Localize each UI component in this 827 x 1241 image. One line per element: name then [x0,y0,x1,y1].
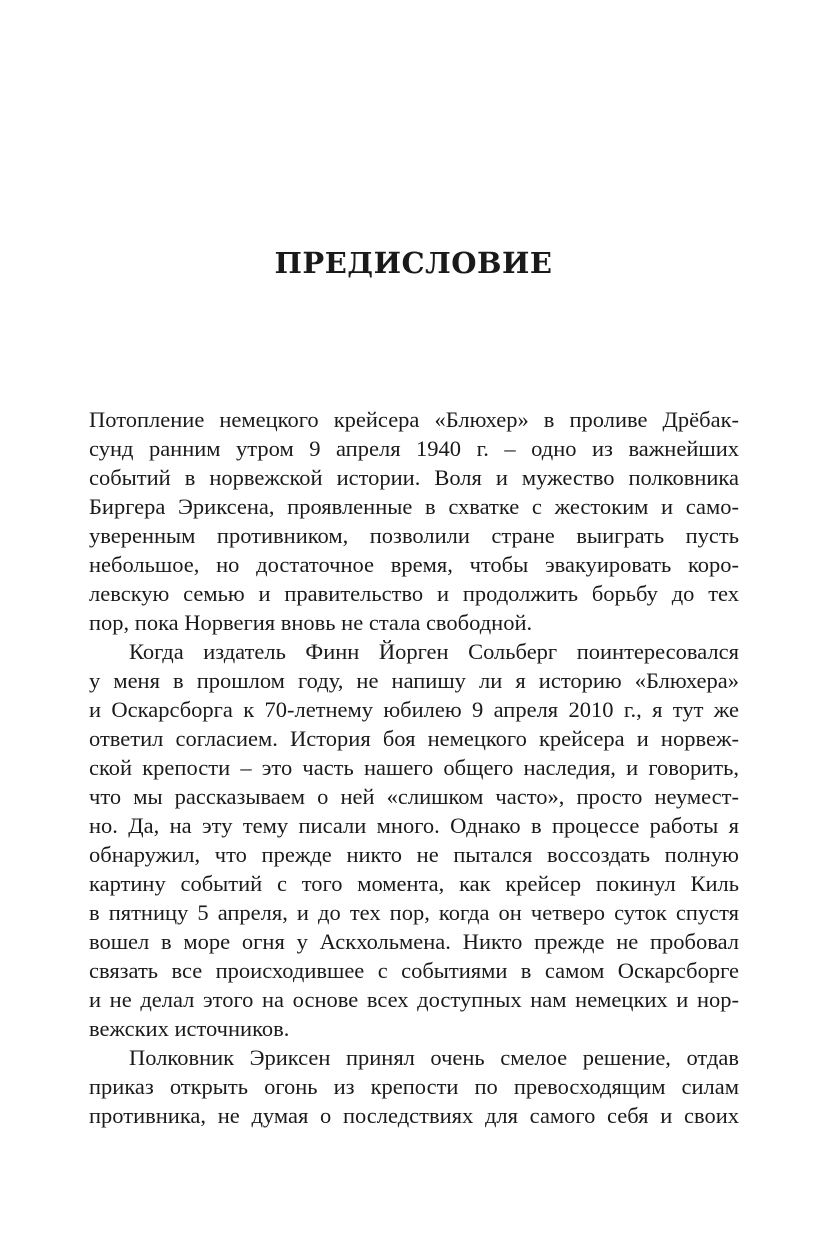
text-line: событий в норвежской истории. Воля и мужество полковника [89,465,739,490]
text-line: Когда издатель Финн Йорген Сольберг поинтересовался [129,639,739,664]
text-line: связать все происходившее с событиями в самом Оскарсборге [89,958,739,983]
text-line: пор, пока Норвегия вновь не стала свободной. [89,610,533,635]
text-line: Биргера Эриксена, проявленные в схватке с жестоким и само- [89,494,739,519]
body-text [89,405,739,1130]
text-line: небольшое, но достаточное время, чтобы эвакуировать коро- [89,552,739,577]
text-line: и не делал этого на основе всех доступных нам немецких и нор- [89,987,739,1012]
text-line: ответил согласием. История боя немецкого крейсера и норвеж- [89,726,739,751]
text-line: и Оскарсборга к 70-летнему юбилею 9 апреля 2010 г., я тут же [89,697,739,722]
text-line: картину событий с того момента, как крейсер покинул Киль [89,871,739,896]
text-line: Потопление немецкого крейсера «Блюхер» в проливе Дрёбак- [89,407,739,432]
text-line: у меня в прошлом году, не напишу ли я историю «Блюхера» [89,668,739,693]
text-line: в пятницу 5 апреля, и до тех пор, когда он четверо суток спустя [89,900,739,925]
text-line: левскую семью и правительство и продолжить борьбу до тех [89,581,739,606]
text-line: обнаружил, что прежде никто не пытался воссоздать полную [89,842,739,867]
text-line: уверенным противником, позволили стране выиграть пусть [89,523,739,548]
text-line: что мы рассказываем о ней «слишком часто», просто неумест- [89,784,739,809]
text-line: Полковник Эриксен принял очень смелое решение, отдав [129,1045,739,1070]
chapter-title: ПРЕДИСЛОВИЕ [274,246,553,280]
text-line: вежских источников. [89,1016,290,1041]
text-line: противника, не думая о последствиях для самого себя и своих [89,1103,739,1128]
text-line: ской крепости – это часть нашего общего наследия, и говорить, [89,755,739,780]
text-line: но. Да, на эту тему писали много. Однако в процессе работы я [89,813,739,838]
text-line: приказ открыть огонь из крепости по превосходящим силам [89,1074,739,1099]
text-line: сунд ранним утром 9 апреля 1940 г. – одно из важнейших [89,436,739,461]
text-line: вошел в море огня у Аскхольмена. Никто прежде не пробовал [89,929,739,954]
